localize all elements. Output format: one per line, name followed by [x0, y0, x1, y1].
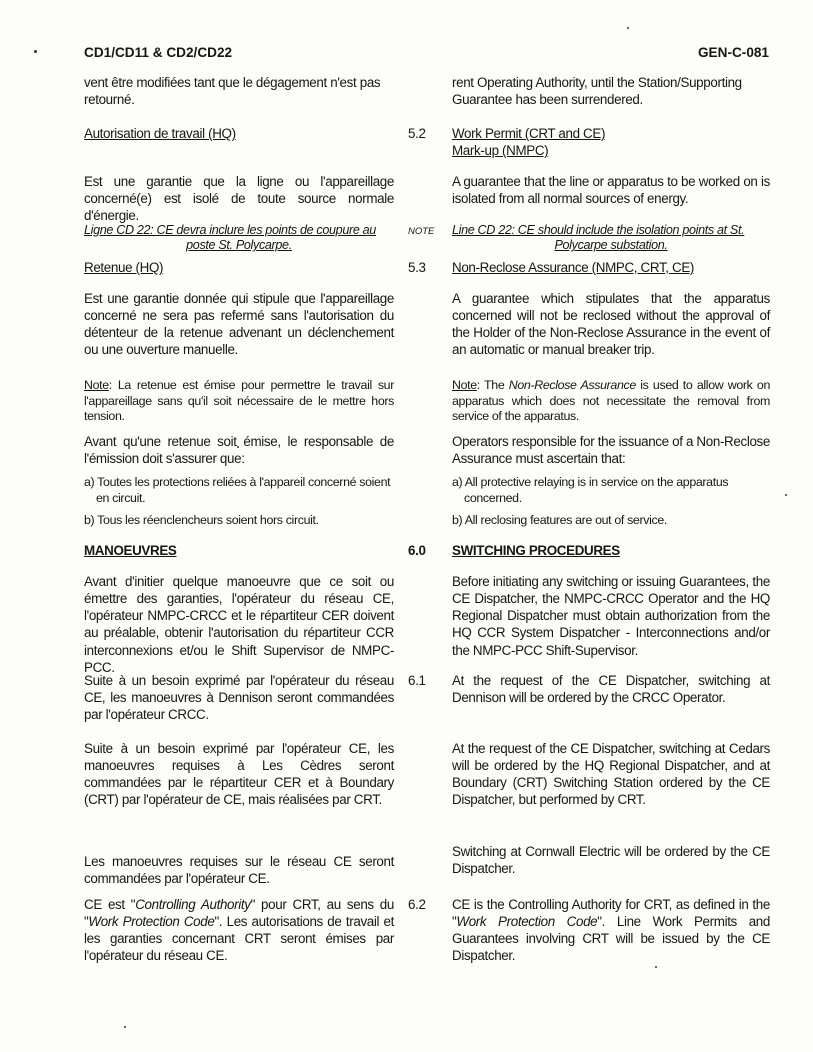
- fr-section-6-2: [84, 896, 394, 965]
- fr-note-label: Note: [84, 378, 109, 392]
- fr-section-5-3-title: Retenue (HQ): [84, 260, 164, 275]
- en-note-line1: Line CD 22: CE should include the isolation points at St.: [452, 223, 745, 237]
- en-note-italic: Non-Reclose Assurance: [508, 378, 636, 392]
- en-6-2-italic: Work Protection Code: [456, 914, 598, 930]
- note-label: NOTE: [408, 226, 435, 237]
- fr-note-line2: poste St. Polycarpe.: [186, 238, 292, 253]
- en-section-5-2-title-line2: Mark-up (NMPC): [452, 143, 549, 159]
- fr-6-2-text-a: CE est ": [84, 897, 136, 912]
- en-section-6-0-body: Before initiating any switching or issuing Guarantees, the CE Dispatcher, the NMPC-CRCC Operator and the HQ Regional Dispatcher must obtain authorization from the HQ CCR System Dispatcher - Interconnections and/or the NMPC-PCC Shift-Supervisor.: [452, 574, 770, 658]
- fr-section-6-0-body: Avant d'initier quelque manoeuvre que ce soit ou émettre des garanties, l'opérateur du réseau CE, l'opérateur NMPC-CRCC et le répartiteur CER doivent au préalable, obtenir l'autorisation du répartiteur CCR interconnexions et/ou le Shift Supervisor de NMPC-PCC.: [84, 574, 394, 675]
- scan-speck: [785, 494, 787, 496]
- en-section-6-1-a: At the request of the CE Dispatcher, switching at Dennison will be ordered by the CRCC Operator.: [452, 673, 770, 706]
- fr-section-6-1-c: Les manoeuvres requises sur le réseau CE seront commandées par l'opérateur CE.: [84, 854, 394, 887]
- en-6-2-text-b: ". Line Work Permits and Guarantees involving CRT will be issued by the CE Dispatcher.: [452, 914, 771, 964]
- document-code-right: GEN-C-081: [697, 45, 769, 60]
- en-item-a: a) All protective relaying is in service on the apparatus concerned.: [452, 475, 729, 505]
- en-6-2-text-a: CE is the Controlling Authority for CRT, as defined in the ": [452, 897, 770, 930]
- en-note-line2: Polycarpe substation.: [554, 238, 668, 253]
- en-section-5-3-note: [452, 378, 770, 425]
- fr-section-6-0-title: MANOEUVRES: [84, 543, 177, 558]
- en-item-b: b) All reclosing features are out of service.: [452, 513, 667, 527]
- fr-6-2-italic-2: Work Protection Code: [88, 914, 215, 930]
- en-section-6-2: [452, 896, 770, 965]
- en-intro-text: rent Operating Authority, until the Station/Supporting Guarantee has been surrendered.: [452, 75, 742, 108]
- en-section-5-2-body: A guarantee that the line or apparatus to be worked on is isolated from all normal sources of energy.: [452, 174, 770, 207]
- section-number-5-3: 5.3: [408, 260, 426, 275]
- en-note-label: Note: [452, 378, 477, 392]
- en-section-6-1-b: At the request of the CE Dispatcher, switching at Cedars will be ordered by the HQ Regional Dispatcher, and at Boundary (CRT) Switching Station ordered by the CE Dispatcher, but performed by CRT.: [452, 741, 770, 808]
- fr-section-5-3-check: Avant qu'une retenue soit émise, le responsable de l'émission doit s'assurer que:: [84, 434, 394, 467]
- fr-section-5-2-title: Autorisation de travail (HQ): [84, 126, 236, 141]
- document-code-left: CD1/CD11 & CD2/CD22: [84, 45, 233, 60]
- en-note-text-b: is used to allow work on apparatus which does not necessitate the removal from service of the apparatus.: [452, 378, 770, 423]
- fr-section-5-2-note: [84, 223, 394, 254]
- section-number-6-0: 6.0: [408, 543, 426, 558]
- scan-speck: [627, 27, 629, 29]
- fr-section-5-2-body: Est une garantie que la ligne ou l'appareillage concerné(e) est isolé de toute source normale d'énergie.: [84, 174, 394, 224]
- fr-section-6-1-a: Suite à un besoin exprimé par l'opérateur du réseau CE, les manoeuvres à Dennison seront commandées par l'opérateur CRCC.: [84, 673, 394, 723]
- section-number-6-2: 6.2: [408, 897, 426, 912]
- fr-6-2-text-b: " pour CRT, au sens du ": [84, 897, 395, 930]
- en-note-text-a: : The: [476, 378, 509, 392]
- scan-speck: [124, 1026, 126, 1028]
- fr-section-5-3-body: Est une garantie donnée qui stipule que l'appareillage concerné ne sera pas refermé sans l'autorisation du détenteur de la retenue advenant un déclenchement ou une ouverture manuelle.: [84, 291, 394, 358]
- fr-item-b: b) Tous les réenclencheurs soient hors circuit.: [84, 513, 319, 527]
- section-number-6-1: 6.1: [408, 673, 426, 688]
- en-section-5-2-title-line1: Work Permit (CRT and CE): [452, 126, 606, 141]
- fr-item-a: a) Toutes les protections reliées à l'appareil concerné soient en circuit.: [84, 475, 391, 505]
- fr-note-text: : La retenue est émise pour permettre le travail sur l'appareillage sans qu'il soit nécessaire de le mettre hors tension.: [84, 378, 394, 423]
- fr-section-6-1-b: Suite à un besoin exprimé par l'opérateur CE, les manoeuvres requises à Les Cèdres seront commandées par le répartiteur CER et à Boundary (CRT) par l'opérateur de CE, mais réalisées par CRT.: [84, 741, 394, 808]
- en-section-5-2-note: [452, 223, 770, 254]
- scan-speck: [34, 50, 37, 53]
- en-section-5-2-title: [452, 125, 770, 159]
- fr-6-2-text-c: ". Les autorisations de travail et les garanties concernant CRT seront émises par l'opérateur du réseau CE.: [84, 914, 394, 964]
- scan-speck: [655, 966, 657, 968]
- en-section-6-0-title: SWITCHING PROCEDURES: [452, 543, 620, 558]
- fr-section-5-3-note: [84, 378, 394, 425]
- en-section-5-3-check: Operators responsible for the issuance of a Non-Reclose Assurance must ascertain that:: [452, 434, 770, 467]
- fr-intro-text: vent être modifiées tant que le dégagement n'est pas retourné.: [84, 75, 381, 108]
- fr-note-line1: Ligne CD 22: CE devra inclure les points de coupure au: [84, 223, 376, 237]
- section-number-5-2: 5.2: [408, 126, 426, 141]
- en-section-5-3-body: A guarantee which stipulates that the apparatus concerned will not be reclosed without the approval of the Holder of the Non-Reclose Assurance in the event of an automatic or manual breaker trip.: [452, 291, 770, 358]
- en-section-5-3-title: Non-Reclose Assurance (NMPC, CRT, CE): [452, 260, 695, 275]
- fr-6-2-italic-1: Controlling Authority: [135, 897, 251, 912]
- en-section-6-1-c: Switching at Cornwall Electric will be ordered by the CE Dispatcher.: [452, 844, 770, 877]
